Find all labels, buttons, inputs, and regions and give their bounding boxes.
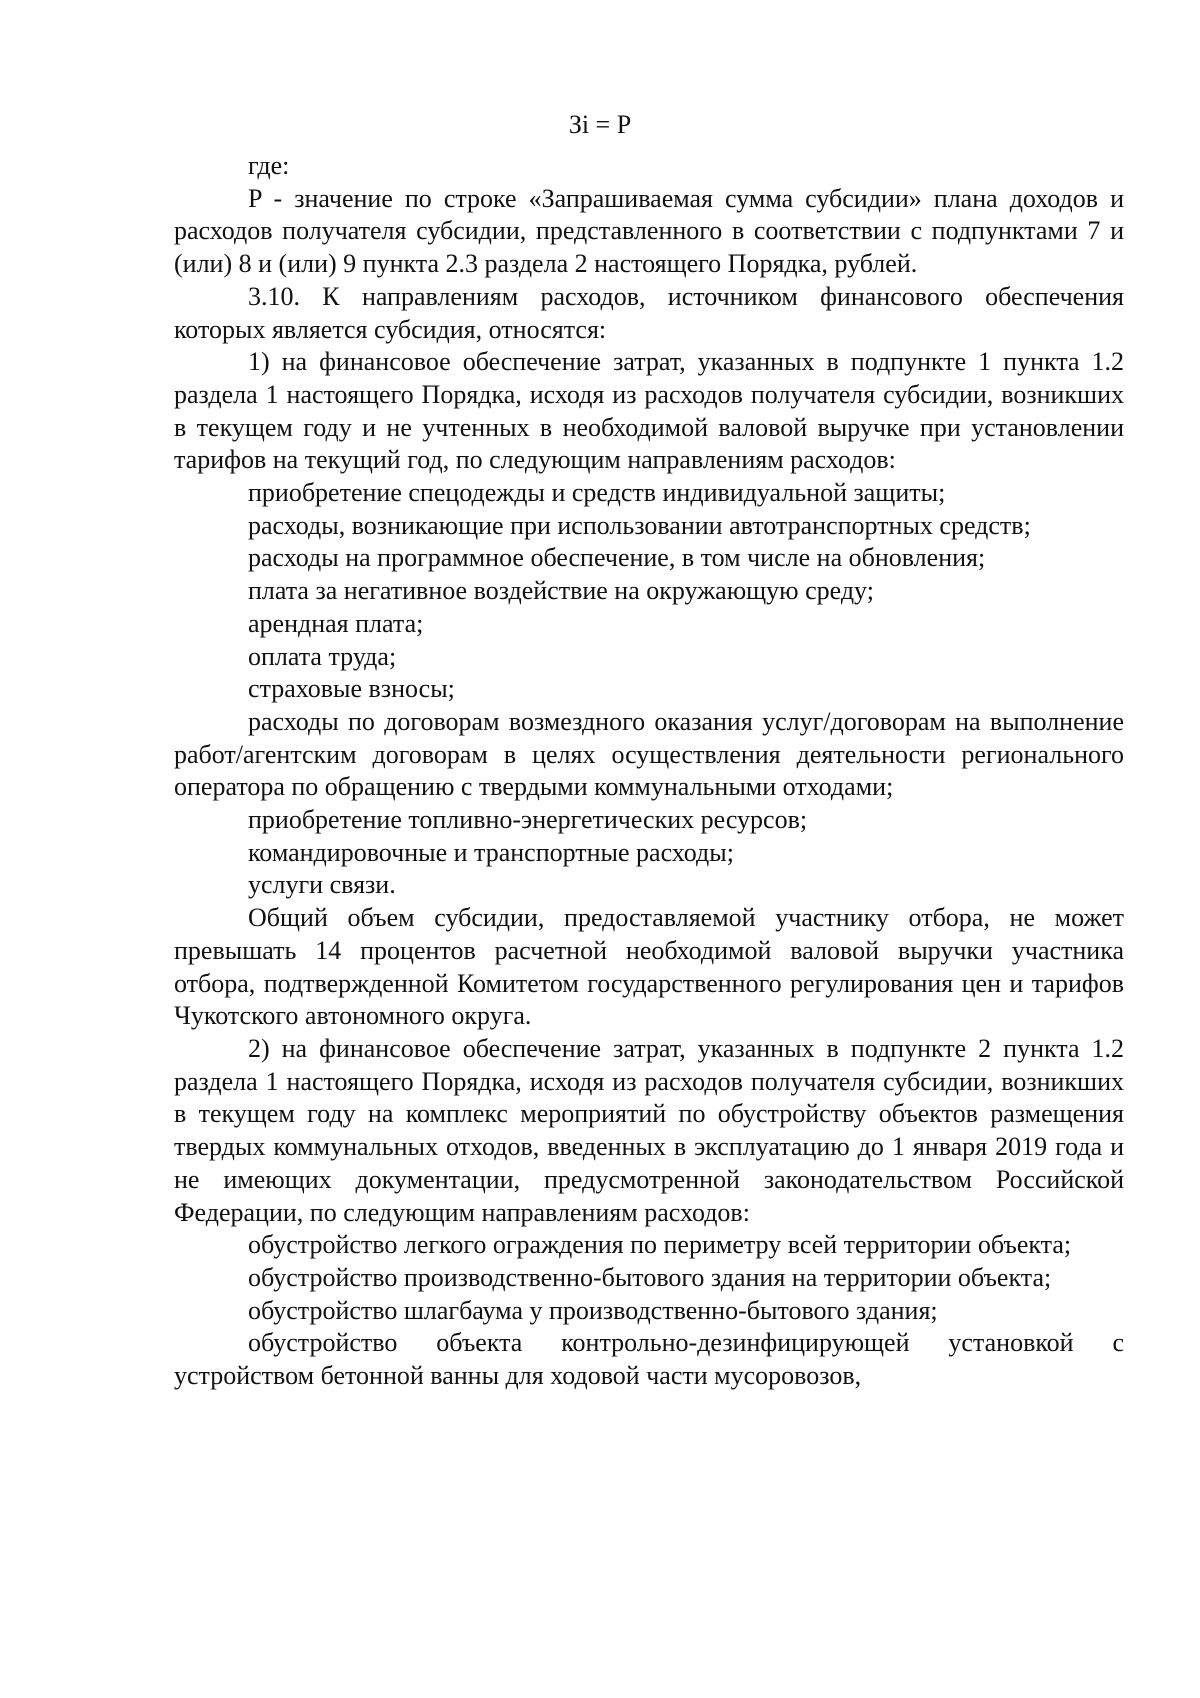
list-item: расходы по договорам возмездного оказания услуг/договорам на выполнение работ/агентским договорам в целях осуществления деятельности регионального оператора по обращению с твердыми коммунальными отходами;	[174, 706, 1124, 802]
list-item: расходы на программное обеспечение, в том числе на обновления;	[248, 543, 986, 573]
list-item: плата за негативное воздействие на окружающую среду;	[248, 576, 874, 606]
list-item: обустройство легкого ограждения по периметру всей территории объекта;	[248, 1230, 1072, 1260]
list-item: обустройство объекта контрольно-дезинфицирующей установкой с устройством бетонной ванны для ходовой части мусоровозов,	[174, 1328, 1124, 1391]
list-item: обустройство производственно-бытового здания на территории объекта;	[248, 1262, 1052, 1292]
list-item: командировочные и транспортные расходы;	[248, 837, 734, 867]
formula: Зi = P	[568, 110, 632, 139]
paragraph-where: где:	[248, 151, 290, 180]
paragraph-item-2: 2) на финансовое обеспечение затрат, указанных в подпункте 2 пункта 1.2 раздела 1 настоящего Порядка, исходя из расходов получателя субсидии, возникших в текущем году на комплекс мероприятий по обустройству объектов размещения твердых коммунальных отходов, введенных в эксплуатацию до 1 января 2019 года и не имеющих документации, предусмотренной законодательством Российской Федерации, по следующим направлениям расходов:	[174, 1033, 1124, 1227]
list-item: страховые взносы;	[248, 674, 455, 704]
list-item: арендная плата;	[248, 608, 424, 638]
list-item: обустройство шлагбаума у производственно-бытового здания;	[248, 1295, 938, 1325]
list-item: приобретение топливно-энергетических ресурсов;	[248, 805, 808, 835]
paragraph-item-1: 1) на финансовое обеспечение затрат, указанных в подпункте 1 пункта 1.2 раздела 1 настоящего Порядка, исходя из расходов получателя субсидии, возникших в текущем году и не учтенных в необходимой валовой выручке при установлении тарифов на текущий год, по следующим направлениям расходов:	[174, 347, 1124, 475]
document-body	[174, 150, 1124, 1393]
paragraph-subsidy-limit: Общий объем субсидии, предоставляемой участнику отбора, не может превышать 14 процентов расчетной необходимой валовой выручки участника отбора, подтвержденной Комитетом государственного регулирования цен и тарифов Чукотского автономного округа.	[174, 903, 1124, 1031]
paragraph-p-definition: P - значение по строке «Запрашиваемая сумма субсидии» плана доходов и расходов получателя субсидии, представленного в соответствии с подпунктами 7 и (или) 8 и (или) 9 пункта 2.3 раздела 2 настоящего Порядка, рублей.	[174, 183, 1124, 279]
list-item: услуги связи.	[248, 870, 396, 900]
list-item: оплата труда;	[248, 641, 397, 671]
paragraph-3-10: 3.10. К направлениям расходов, источником финансового обеспечения которых является субсидия, относятся:	[174, 281, 1124, 344]
list-item: приобретение спецодежды и средств индивидуальной защиты;	[248, 478, 946, 508]
list-item: расходы, возникающие при использовании автотранспортных средств;	[248, 510, 1031, 540]
